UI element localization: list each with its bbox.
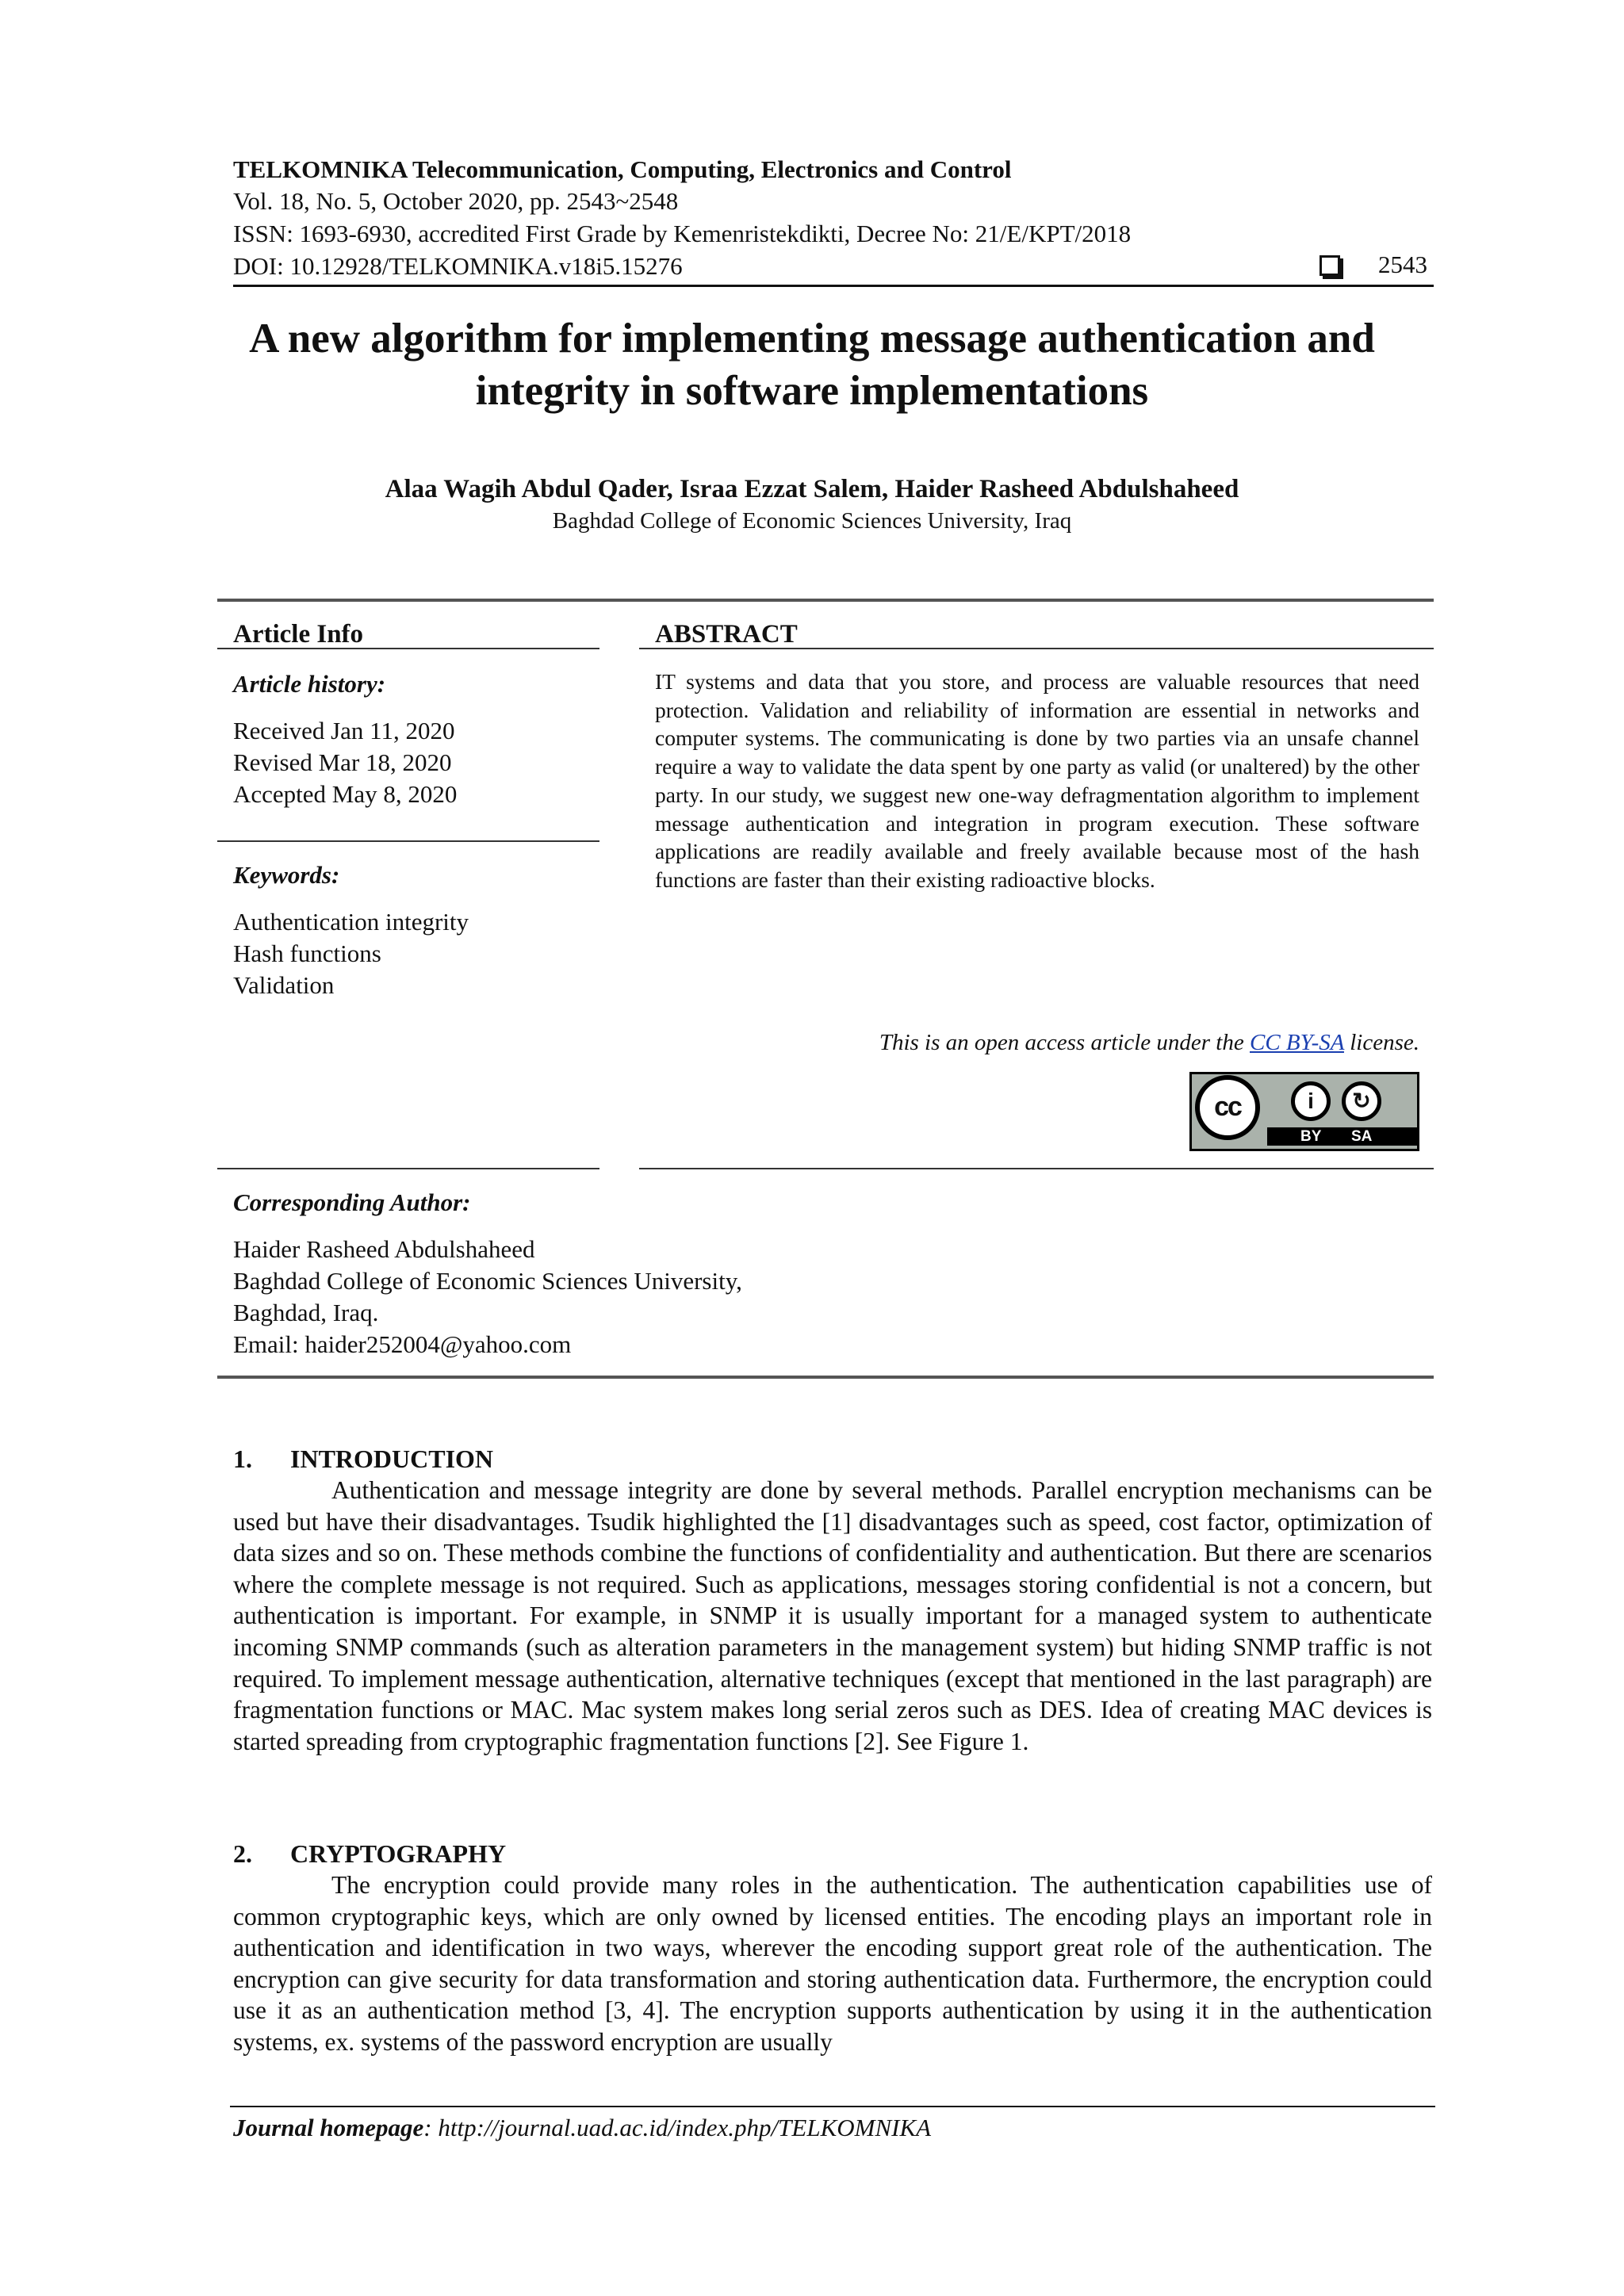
cc-badge-bar: [1267, 1127, 1417, 1146]
info-bottom-right-rule: [639, 1168, 1434, 1169]
info-end-rule: [217, 1376, 1434, 1379]
section-number: 1.: [233, 1445, 252, 1473]
section-number: 2.: [233, 1839, 252, 1868]
corresponding-institution: Baghdad College of Economic Sciences University,: [233, 1267, 742, 1295]
keywords-heading: Keywords:: [233, 861, 340, 889]
history-revised: Revised Mar 18, 2020: [233, 748, 452, 776]
license-prefix: This is an open access article under the: [879, 1030, 1250, 1055]
journal-homepage: [233, 2112, 931, 2144]
corresponding-name: Haider Rasheed Abdulshaheed: [233, 1235, 535, 1263]
keyword-item: Validation: [233, 971, 335, 999]
paragraph: Authentication and message integrity are done by several methods. Parallel encryption mechanisms can be used but have their disadvantages. Tsudik highlighted the [1] disadvantages such as speed, cost factor, optimization of data sizes and so on. These methods combine the functions of confidentiality and authentication. But there are scenarios where the complete message is not required. Such as applications, messages storing confidential is not a concern, but authentication is important. For example, in SNMP it is usually important for a managed system to authenticate incoming SNMP commands (such as alteration parameters in the management system) but hiding SNMP traffic is not required. To implement message authentication, alternative techniques (except that mentioned in the last paragraph) are fragmentation functions or MAC. Mac system makes long serial zeros such as DES. Idea of creating MAC devices is started spreading from cryptographic fragmentation functions [2]. See Figure 1.: [233, 1476, 1432, 1755]
volume-line: Vol. 18, No. 5, October 2020, pp. 2543~2548: [233, 187, 679, 215]
attribution-icon: i: [1291, 1081, 1331, 1121]
title-line-2: integrity in software implementations: [475, 368, 1149, 414]
license-link[interactable]: CC BY-SA: [1250, 1030, 1344, 1055]
license-statement: [655, 1027, 1419, 1058]
corresponding-email: Email: haider252004@yahoo.com: [233, 1330, 572, 1358]
history-accepted: Accepted May 8, 2020: [233, 780, 458, 808]
by-label: BY: [1300, 1128, 1322, 1145]
corresponding-heading: Corresponding Author:: [233, 1188, 471, 1216]
paper-title: [190, 312, 1434, 417]
journal-name: TELKOMNIKA Telecommunication, Computing, Electronics and Control: [233, 155, 1012, 183]
share-alike-icon: ↻: [1342, 1081, 1381, 1121]
corresponding-city: Baghdad, Iraq.: [233, 1299, 379, 1326]
cc-icon: cc: [1195, 1075, 1260, 1140]
info-bottom-left-rule: [217, 1168, 599, 1169]
abstract-heading: ABSTRACT: [655, 620, 798, 649]
keyword-item: Authentication integrity: [233, 908, 469, 936]
paragraph: The encryption could provide many roles in the authentication. The authentication capabilities use of common cryptographic keys, which are only owned by licensed entities. The encoding plays an important role in authentication and identification in two ways, wherever the encoding support great role of the authentication. The encryption can give security for data transformation and storing authentication data. Furthermore, the encryption could use it as an authentication method [3, 4]. The encryption supports authentication by using it in the authentication systems, ex. systems of the password encryption are usually: [233, 1871, 1432, 2056]
history-heading: Article history:: [233, 670, 386, 698]
section-title: CRYPTOGRAPHY: [290, 1839, 507, 1868]
abstract-text: IT systems and data that you store, and process are valuable resources that need protection. Validation and reliability of information are essential in networks and computer systems. The communicating is done by two parties via an unsafe channel require a way to validate the data spent by one party as valid (or unaltered) by the other party. In our study, we suggest new one-way defragmentation algorithm to implement message authentication and integration in program execution. These software applications are readily available and freely available because most of the hash functions are faster than their existing radioactive blocks.: [655, 669, 1419, 892]
keywords-rule: [217, 840, 599, 842]
issn-line: ISSN: 1693-6930, accredited First Grade by Kemenristekdikti, Decree No: 21/E/KPT/2018: [233, 220, 1132, 247]
sa-label: SA: [1351, 1128, 1373, 1145]
article-info-heading: Article Info: [233, 620, 364, 649]
title-line-1: A new algorithm for implementing message authentication and: [249, 316, 1375, 362]
introduction-body: [233, 1475, 1432, 1757]
info-top-rule: [217, 599, 1434, 602]
affiliation: Baghdad College of Economic Sciences University, Iraq: [552, 508, 1072, 534]
homepage-label: Journal homepage: [233, 2114, 424, 2141]
history-received: Received Jan 11, 2020: [233, 717, 455, 744]
cryptography-body: [233, 1869, 1432, 2058]
authors: Alaa Wagih Abdul Qader, Israa Ezzat Salem, Haider Rasheed Abdulshaheed: [385, 475, 1239, 503]
header-rule: [233, 285, 1434, 287]
page-number: 2543: [1378, 251, 1427, 278]
footer-rule: [230, 2106, 1435, 2107]
keyword-item: Hash functions: [233, 939, 381, 967]
homepage-url[interactable]: : http://journal.uad.ac.id/index.php/TELKOMNIKA: [423, 2114, 932, 2141]
license-suffix: license.: [1343, 1030, 1419, 1055]
section-title: INTRODUCTION: [290, 1445, 494, 1473]
page-box-icon: [1320, 255, 1340, 276]
doi-line: DOI: 10.12928/TELKOMNIKA.v18i5.15276: [233, 252, 683, 280]
